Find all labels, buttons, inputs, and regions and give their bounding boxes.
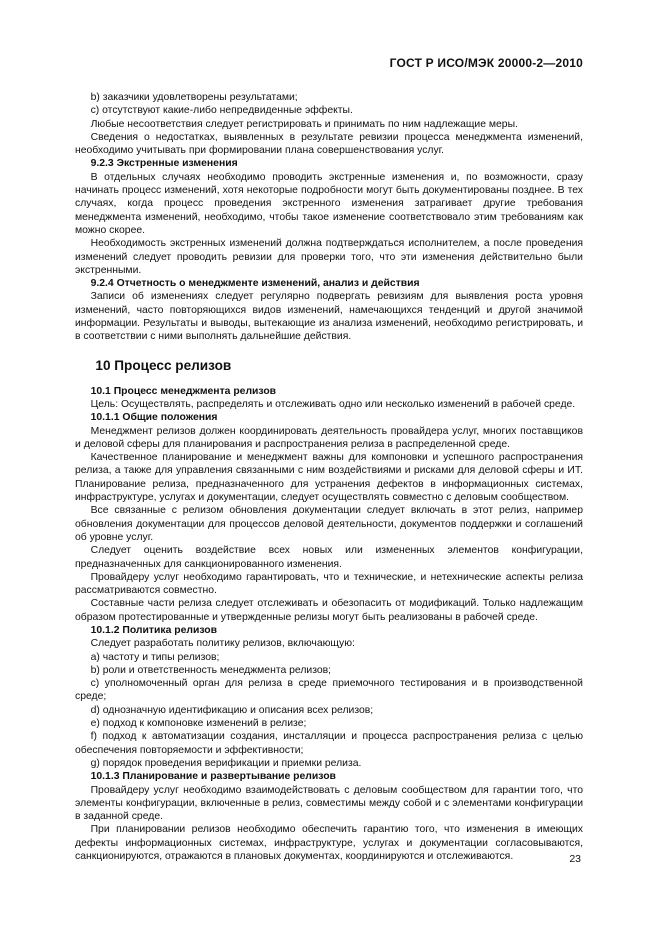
subsection-heading: 9.2.4 Отчетность о менеджменте изменений, анализ и действия [90, 278, 420, 290]
subsection-heading: 10.1 Процесс менеджмента релизов [90, 385, 277, 397]
paragraph: Записи об изменениях следует регулярно подвергать ревизиям для выявления роста уровня изменений, часто повторяющихся видов изменений, намечающихся тенденций и другой значимой информации. Результаты и выводы, вытекающие из анализа изменений, необходимо регистрировать, и в соответствии с ними выполнять дальнейшие действия. [75, 291, 583, 343]
subsection-heading: 10.1.3 Планирование и развертывание релизов [90, 771, 336, 783]
page-number: 23 [569, 853, 581, 865]
paragraph: c) уполномоченный орган для релиза в среде приемочного тестирования и в производственной среде; [75, 678, 583, 703]
paragraph: Все связанные с релизом обновления документации следует включать в этот релиз, например обновления документации для процессов деловой деятельности, документов поддержки и соглашений об уровне услуг. [75, 505, 583, 543]
paragraph: Необходимость экстренных изменений должна подтверждаться исполнителем, а после проведения изменений следует проводить ревизии для проверки того, что эти изменения действительно были экстренными. [75, 238, 583, 276]
paragraph: f) подход к автоматизации создания, инсталляции и процесса распространения релиза с целью обеспечения повторяемости и эффективности; [75, 731, 583, 756]
paragraph: Следует оценить воздействие всех новых или измененных элементов конфигурации, предназначенных для санкционированного изменения. [75, 545, 583, 570]
paragraph: e) подход к компоновке изменений в релизе; [90, 718, 307, 730]
section-heading: 10 Процесс релизов [95, 357, 232, 373]
paragraph: b) роли и ответственность менеджмента релизов; [90, 664, 332, 676]
paragraph: g) порядок проведения верификации и приемки релиза. [90, 757, 362, 769]
paragraph: d) однозначную идентификацию и описания всех релизов; [90, 704, 374, 716]
subsection-heading: 9.2.3 Экстренные изменения [90, 158, 238, 170]
subsection-heading: 10.1.2 Политика релизов [90, 624, 218, 636]
subsection-heading: 10.1.1 Общие положения [90, 412, 218, 424]
document-body [75, 91, 583, 863]
paragraph: Любые несоответствия следует регистрировать и принимать по ним надлежащие меры. [90, 118, 518, 130]
paragraph: В отдельных случаях необходимо проводить экстренные изменения и, по возможности, сразу начинать процесс изменений, хотя некоторые подробности могут быть документированы позднее. В тех случаях, когда процесс проведения экстренного изменения затрагивает другие требования менеджмента изменений, необходимо, чтобы такое изменение соответствовало этим требованиям как можно скорее. [75, 171, 583, 236]
paragraph: Цель: Осуществлять, распределять и отслеживать одно или несколько изменений в рабочей среде. [90, 398, 576, 410]
paragraph: Следует разработать политику релизов, включающую: [90, 638, 355, 650]
paragraph: Менеджмент релизов должен координировать деятельность провайдера услуг, многих поставщиков и деловой сферы для планирования и распространения релиза в распределенной среде. [75, 425, 583, 450]
paragraph: c) отсутствуют какие-либо непредвиденные эффекты. [90, 105, 353, 117]
paragraph: a) частоту и типы релизов; [90, 651, 220, 663]
paragraph: Провайдеру услуг необходимо взаимодействовать с деловым сообществом для гарантии того, что элементы конфигурации, включенные в релиз, совместимы между собой и с элементами конфигурации в заданной среде. [75, 784, 583, 823]
paragraph: При планировании релизов необходимо обеспечить гарантию того, что изменения в имеющих дефекты информационных системах, инфраструктуре, услугах и документации согласовываются, санкционируются, отражаются в плановых документах, координируются и отслеживаются. [75, 824, 583, 863]
paragraph: Провайдеру услуг необходимо гарантировать, что и технические, и нетехнические аспекты релиза рассматриваются совместно. [75, 571, 583, 597]
paragraph: b) заказчики удовлетворены результатами; [90, 92, 298, 103]
paragraph: Сведения о недостатках, выявленных в результате ревизии процесса менеджмента изменений, необходимо учитывать при формировании плана совершенствования услуг. [75, 131, 583, 157]
document-header: ГОСТ Р ИСО/МЭК 20000-2—2010 [389, 56, 583, 70]
paragraph: Составные части релиза следует отслеживать и обезопасить от модификаций. Только надлежащим образом протестированные и утвержденные релизы могут быть реализованы в рабочей среде. [75, 598, 583, 623]
paragraph: Качественное планирование и менеджмент важны для компоновки и успешного распространения релиза, а также для управления связанными с ним воздействиями и рисками для деловой сферы и ИТ. Планирование релиза, предназначенного для устранения дефектов в информационных системах, инфраструктуре, услугах и документации, следует осуществлять совместно с деловым сообществом. [75, 452, 583, 504]
